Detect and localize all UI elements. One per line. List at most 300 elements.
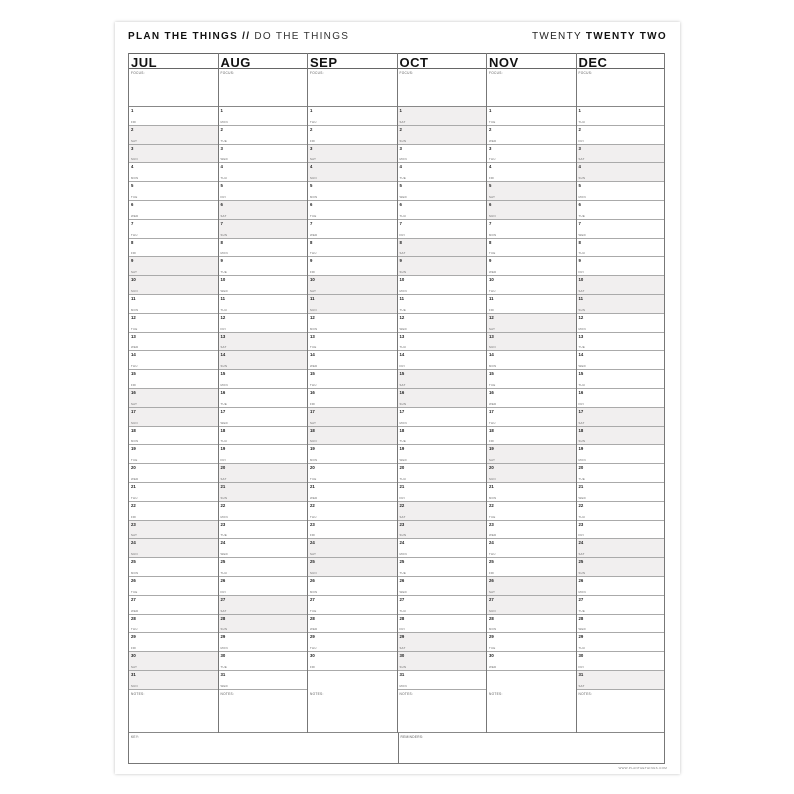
day-number: 24 [578, 540, 584, 546]
day-number: 17 [220, 408, 226, 414]
day-cell[interactable] [219, 521, 308, 540]
day-cell[interactable] [398, 239, 487, 258]
day-cell[interactable] [398, 145, 487, 164]
notes-box[interactable] [129, 690, 218, 733]
day-cell[interactable] [308, 295, 397, 314]
day-cell[interactable] [219, 314, 308, 333]
notes-box[interactable] [487, 690, 576, 733]
day-cell[interactable] [129, 539, 218, 558]
weekday-label: MON [489, 364, 497, 369]
day-cell[interactable] [219, 408, 308, 427]
day-cell[interactable] [219, 389, 308, 408]
day-cell[interactable] [398, 408, 487, 427]
weekday-label: TUE [220, 533, 227, 538]
key-label: KEY: [131, 735, 140, 739]
day-cell[interactable] [129, 257, 218, 276]
day-cell[interactable] [577, 239, 665, 258]
day-cell[interactable] [577, 276, 665, 295]
day-cell[interactable] [308, 445, 397, 464]
day-cell[interactable] [398, 276, 487, 295]
focus-label: FOCUS: [310, 71, 324, 75]
weekday-label: THU [220, 439, 228, 444]
day-cell[interactable] [398, 652, 487, 671]
day-number: 2 [399, 126, 402, 132]
day-cell[interactable] [129, 145, 218, 164]
day-cell[interactable] [219, 276, 308, 295]
day-number: 21 [578, 484, 584, 489]
day-number: 31 [131, 672, 136, 677]
day-cell[interactable] [398, 370, 487, 389]
day-cell[interactable] [398, 333, 487, 352]
day-cell[interactable] [308, 107, 397, 126]
day-cell[interactable] [487, 633, 576, 652]
weekday-label: WED [220, 288, 228, 293]
weekday-label: MON [399, 157, 407, 162]
weekday-label: SAT [131, 533, 138, 538]
day-cell[interactable] [398, 351, 487, 370]
day-cell[interactable] [219, 295, 308, 314]
day-cell[interactable] [577, 427, 665, 446]
day-cell[interactable] [308, 389, 397, 408]
day-cell[interactable] [219, 427, 308, 446]
day-cell[interactable] [308, 483, 397, 502]
day-cell[interactable] [398, 220, 487, 239]
day-number: 10 [578, 277, 584, 283]
weekday-label: SAT [489, 458, 496, 463]
day-cell[interactable] [129, 464, 218, 483]
day-cell[interactable] [487, 408, 576, 427]
day-number: 27 [131, 596, 136, 602]
day-cell[interactable] [487, 257, 576, 276]
day-number: 15 [399, 371, 405, 377]
day-cell[interactable] [219, 351, 308, 370]
day-cell[interactable] [308, 145, 397, 164]
day-cell[interactable] [129, 408, 218, 427]
day-number: 25 [578, 559, 584, 565]
day-cell[interactable] [308, 314, 397, 333]
weekday-label: THU [131, 232, 138, 237]
day-cell[interactable] [219, 615, 308, 634]
weekday-label: SUN [220, 627, 228, 632]
day-cell[interactable] [577, 408, 665, 427]
day-cell[interactable] [129, 615, 218, 634]
weekday-label: FRI [399, 495, 405, 500]
day-cell[interactable] [398, 295, 487, 314]
day-cell[interactable] [577, 201, 665, 220]
day-cell[interactable] [308, 220, 397, 239]
day-cell[interactable] [219, 333, 308, 352]
day-number: 24 [489, 540, 494, 546]
day-cell[interactable] [219, 483, 308, 502]
day-cell[interactable] [129, 107, 218, 126]
weekday-label: SUN [131, 552, 138, 557]
day-cell[interactable] [129, 483, 218, 502]
day-cell[interactable] [398, 389, 487, 408]
notes-box[interactable] [398, 690, 487, 733]
weekday-label: TUE [578, 345, 585, 350]
day-cell[interactable] [219, 182, 308, 201]
day-cell[interactable] [129, 652, 218, 671]
day-cell[interactable] [308, 201, 397, 220]
day-number: 27 [220, 596, 226, 602]
weekday-label: THU [399, 476, 407, 481]
day-cell[interactable] [487, 596, 576, 615]
day-cell[interactable] [487, 182, 576, 201]
day-cell[interactable] [487, 615, 576, 634]
day-number: 19 [131, 446, 136, 452]
day-cell[interactable] [129, 521, 218, 540]
weekday-label: THU [489, 288, 496, 293]
day-cell[interactable] [219, 145, 308, 164]
day-cell[interactable] [308, 257, 397, 276]
day-cell[interactable] [577, 502, 665, 521]
day-cell[interactable] [129, 596, 218, 615]
day-cell[interactable] [129, 126, 218, 145]
day-number: 28 [220, 615, 226, 621]
day-cell[interactable] [577, 370, 665, 389]
weekday-label: MON [131, 570, 139, 575]
day-cell[interactable] [487, 107, 576, 126]
day-cell[interactable] [577, 351, 665, 370]
day-cell[interactable] [487, 521, 576, 540]
day-cell[interactable] [577, 652, 665, 671]
day-cell[interactable] [129, 220, 218, 239]
focus-box[interactable] [487, 69, 576, 107]
day-cell[interactable] [487, 464, 576, 483]
day-cell[interactable] [487, 201, 576, 220]
day-cell[interactable] [219, 671, 308, 690]
day-cell[interactable] [487, 577, 576, 596]
day-cell[interactable] [398, 502, 487, 521]
day-number: 15 [131, 371, 136, 377]
day-number: 15 [489, 371, 494, 377]
day-cell[interactable] [129, 558, 218, 577]
day-cell[interactable] [129, 633, 218, 652]
day-cell[interactable] [129, 445, 218, 464]
day-cell[interactable] [487, 220, 576, 239]
day-number: 29 [220, 634, 226, 640]
weekday-label: TUE [220, 664, 227, 669]
day-cell[interactable] [219, 163, 308, 182]
day-cell[interactable] [129, 239, 218, 258]
day-cell[interactable] [487, 652, 576, 671]
day-cell[interactable] [577, 389, 665, 408]
month-name: NOV [489, 55, 519, 70]
weekday-label: SAT [310, 420, 317, 425]
day-cell[interactable] [219, 107, 308, 126]
focus-label: FOCUS: [399, 71, 414, 75]
day-cell[interactable] [577, 445, 665, 464]
day-cell[interactable] [487, 445, 576, 464]
notes-box[interactable] [308, 690, 397, 733]
focus-box[interactable] [577, 69, 665, 107]
day-number: 23 [131, 521, 136, 527]
weekday-label: SUN [489, 476, 496, 481]
day-cell[interactable] [308, 239, 397, 258]
day-number: 5 [131, 183, 134, 189]
day-cell[interactable] [219, 201, 308, 220]
day-cell[interactable] [577, 521, 665, 540]
day-number: 16 [578, 390, 584, 395]
day-cell[interactable] [487, 502, 576, 521]
day-cell[interactable] [398, 445, 487, 464]
day-cell[interactable] [308, 351, 397, 370]
day-cell[interactable] [487, 333, 576, 352]
day-cell[interactable] [398, 483, 487, 502]
day-number: 12 [310, 314, 315, 320]
day-cell[interactable] [219, 539, 308, 558]
day-cell[interactable] [398, 577, 487, 596]
day-cell[interactable] [219, 633, 308, 652]
day-cell[interactable] [487, 427, 576, 446]
day-number: 11 [489, 296, 494, 301]
day-cell[interactable] [308, 615, 397, 634]
day-cell[interactable] [308, 182, 397, 201]
day-cell[interactable] [129, 201, 218, 220]
day-cell[interactable] [129, 314, 218, 333]
day-cell[interactable] [219, 239, 308, 258]
day-number: 4 [310, 164, 313, 170]
day-cell[interactable] [487, 370, 576, 389]
day-cell[interactable] [577, 182, 665, 201]
day-cell[interactable] [308, 408, 397, 427]
day-number: 1 [310, 108, 313, 113]
day-number: 2 [131, 126, 134, 132]
day-cell[interactable] [577, 314, 665, 333]
day-cell[interactable] [487, 145, 576, 164]
day-cell[interactable] [219, 502, 308, 521]
day-cell[interactable] [219, 464, 308, 483]
weekday-label: SUN [489, 608, 496, 613]
day-cell[interactable] [129, 370, 218, 389]
day-cell[interactable] [487, 389, 576, 408]
day-cell[interactable] [577, 333, 665, 352]
weekday-label: SUN [310, 570, 317, 575]
weekday-label: SAT [489, 589, 496, 594]
day-cell[interactable] [577, 671, 665, 690]
day-cell[interactable] [577, 107, 665, 126]
day-cell[interactable] [398, 107, 487, 126]
day-cell[interactable] [129, 163, 218, 182]
weekday-label: MON [489, 232, 497, 237]
day-cell[interactable] [577, 483, 665, 502]
day-number: 31 [220, 672, 226, 677]
day-cell[interactable] [487, 539, 576, 558]
day-number: 8 [220, 239, 223, 245]
day-cell[interactable] [398, 539, 487, 558]
bottom-section [128, 733, 665, 764]
day-number: 22 [310, 502, 315, 508]
day-cell[interactable] [577, 577, 665, 596]
day-cell[interactable] [129, 577, 218, 596]
day-cell[interactable] [487, 276, 576, 295]
day-cell[interactable] [308, 633, 397, 652]
day-cell[interactable] [398, 596, 487, 615]
day-number: 11 [310, 296, 315, 301]
day-cell[interactable] [219, 596, 308, 615]
day-cell[interactable] [129, 502, 218, 521]
day-cell[interactable] [487, 163, 576, 182]
day-number: 28 [310, 615, 315, 621]
day-cell[interactable] [577, 615, 665, 634]
day-cell[interactable] [487, 483, 576, 502]
day-cell[interactable] [129, 333, 218, 352]
day-cell[interactable] [219, 445, 308, 464]
day-cell[interactable] [129, 427, 218, 446]
weekday-label: THU [489, 157, 496, 162]
day-cell[interactable] [308, 163, 397, 182]
day-cell[interactable] [577, 257, 665, 276]
day-cell[interactable] [308, 333, 397, 352]
weekday-label: SAT [131, 664, 138, 669]
weekday-label: WED [578, 627, 586, 632]
day-cell[interactable] [308, 464, 397, 483]
weekday-label: FRI [578, 533, 584, 538]
weekday-label: TUE [489, 119, 496, 124]
day-number: 19 [489, 446, 494, 452]
day-cell[interactable] [308, 596, 397, 615]
day-number: 5 [220, 183, 223, 189]
weekday-label: TUE [489, 514, 496, 519]
weekday-label: TUE [578, 213, 585, 218]
day-cell[interactable] [129, 671, 218, 690]
day-cell[interactable] [398, 257, 487, 276]
day-number: 31 [578, 672, 584, 677]
weekday-label: MON [399, 683, 407, 688]
weekday-label: FRI [489, 570, 495, 575]
reminders-box[interactable] [398, 733, 667, 764]
notes-box[interactable] [577, 690, 665, 733]
day-number: 9 [399, 258, 402, 264]
day-number: 8 [131, 239, 134, 245]
weekday-label: SUN [310, 176, 317, 181]
day-number: 20 [310, 465, 315, 471]
weekday-label: THU [310, 119, 317, 124]
day-cell[interactable] [398, 633, 487, 652]
weekday-label: SAT [399, 514, 406, 519]
day-cell[interactable] [577, 126, 665, 145]
day-cell[interactable] [129, 276, 218, 295]
day-cell[interactable] [577, 464, 665, 483]
day-number: 11 [399, 296, 405, 301]
day-cell[interactable] [398, 126, 487, 145]
day-cell[interactable] [398, 182, 487, 201]
day-cell[interactable] [398, 521, 487, 540]
weekday-label: SUN [131, 420, 138, 425]
day-number: 28 [399, 615, 405, 621]
day-cell[interactable] [487, 314, 576, 333]
day-cell[interactable] [129, 182, 218, 201]
day-number: 6 [399, 202, 402, 207]
day-number: 23 [310, 521, 315, 527]
day-cell[interactable] [308, 539, 397, 558]
weekday-label: WED [220, 552, 228, 557]
day-number: 22 [131, 502, 136, 508]
day-cell[interactable] [398, 427, 487, 446]
day-cell[interactable] [398, 615, 487, 634]
day-cell[interactable] [577, 558, 665, 577]
day-cell[interactable] [577, 633, 665, 652]
weekday-label: THU [220, 570, 228, 575]
day-cell[interactable] [398, 464, 487, 483]
day-cell[interactable] [308, 577, 397, 596]
day-cell[interactable] [308, 126, 397, 145]
weekday-label: SUN [578, 570, 586, 575]
day-number: 23 [489, 521, 494, 527]
weekday-label: THU [310, 646, 317, 651]
month-column-dec [576, 53, 666, 733]
calendar-grid [128, 53, 665, 733]
day-cell[interactable] [308, 521, 397, 540]
day-cell[interactable] [308, 276, 397, 295]
weekday-label: FRI [578, 664, 584, 669]
day-cell[interactable] [398, 671, 487, 690]
day-cell[interactable] [487, 126, 576, 145]
day-cell[interactable] [308, 502, 397, 521]
day-number: 24 [310, 540, 315, 546]
day-cell[interactable] [487, 295, 576, 314]
day-cell[interactable] [577, 539, 665, 558]
notes-box[interactable] [219, 690, 308, 733]
day-cell[interactable] [219, 370, 308, 389]
day-cell[interactable] [398, 201, 487, 220]
day-cell[interactable] [219, 220, 308, 239]
day-cell[interactable] [219, 558, 308, 577]
day-cell[interactable] [577, 220, 665, 239]
day-cell[interactable] [487, 351, 576, 370]
key-box[interactable] [129, 733, 398, 764]
day-cell[interactable] [129, 351, 218, 370]
day-number: 7 [578, 220, 581, 226]
day-cell[interactable] [219, 577, 308, 596]
day-cell[interactable] [487, 239, 576, 258]
day-cell[interactable] [577, 295, 665, 314]
day-number: 21 [220, 484, 226, 489]
day-cell[interactable] [398, 558, 487, 577]
day-cell[interactable] [308, 558, 397, 577]
day-number: 30 [131, 653, 136, 659]
day-cell[interactable] [398, 314, 487, 333]
day-cell[interactable] [219, 652, 308, 671]
focus-box[interactable] [129, 69, 218, 107]
weekday-label: FRI [578, 401, 584, 406]
day-cell[interactable] [129, 295, 218, 314]
weekday-label: WED [310, 364, 318, 369]
day-number: 18 [578, 427, 584, 433]
day-cell[interactable] [219, 126, 308, 145]
day-cell[interactable] [577, 596, 665, 615]
focus-box[interactable] [219, 69, 308, 107]
day-number: 7 [310, 220, 313, 226]
notes-label: NOTES: [220, 692, 235, 696]
day-cell[interactable] [308, 427, 397, 446]
day-number: 5 [310, 183, 313, 189]
focus-box[interactable] [398, 69, 487, 107]
weekday-label: MON [310, 194, 318, 199]
day-cell[interactable] [308, 652, 397, 671]
day-number: 2 [489, 126, 492, 132]
day-cell[interactable] [129, 389, 218, 408]
day-cell[interactable] [577, 163, 665, 182]
day-cell[interactable] [577, 145, 665, 164]
day-cell[interactable] [487, 558, 576, 577]
day-number: 30 [310, 653, 315, 659]
focus-box[interactable] [308, 69, 397, 107]
day-cell[interactable] [219, 257, 308, 276]
day-cell[interactable] [308, 370, 397, 389]
day-number: 20 [131, 465, 136, 471]
day-cell[interactable] [398, 163, 487, 182]
